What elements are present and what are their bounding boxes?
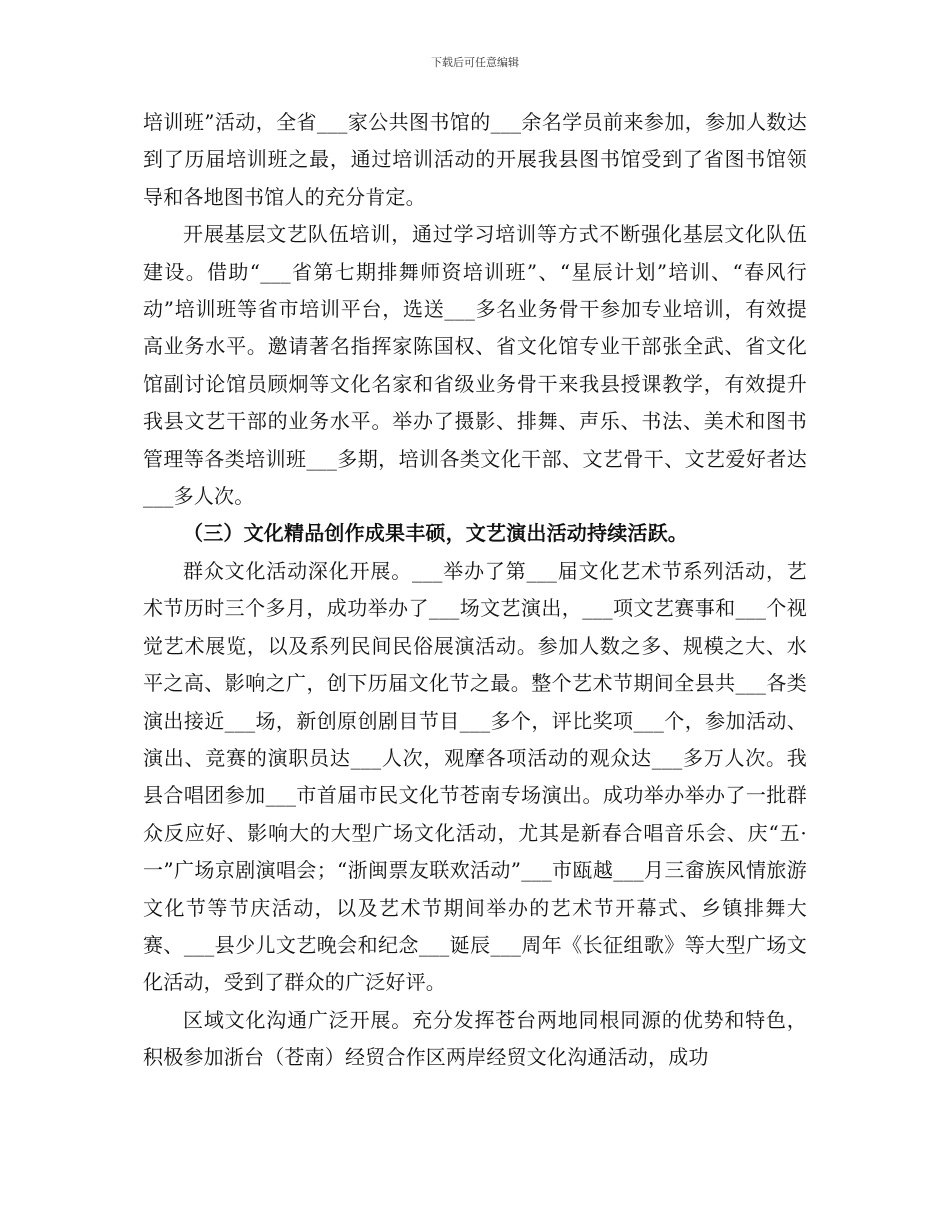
paragraph-mass-culture-activities: 群众文化活动深化开展。___举办了第___届文化艺术节系列活动，艺术节历时三个多月，成功举办了___场文艺演出，___项文艺赛事和___个视觉艺术展览，以及系列民间民俗展演活动。参加人数之多、规模之大、水平之高、影响之广，创下历届文化节之最。整个艺术节期间全县共___各类演出接近___场，新创原创剧目节目___多个，评比奖项___个，参加活动、演出、竞赛的演职员达___人次，观摩各项活动的观众达___多万人次。我县合唱团参加___市首届市民文化节苍南专场演出。成功举办举办了一批群众反应好、影响大的大型广场文化活动，尤其是新春合唱音乐会、庆“五·一”广场京剧演唱会；“浙闽票友联欢活动”___市瓯越___月三畲族风情旅游文化节等节庆活动，以及艺术节期间举办的艺术节开幕式、乡镇排舞大赛、___县少儿文艺晚会和纪念___诞辰___周年《长征组歌》等大型广场文化活动，受到了群众的广泛好评。: [143, 558, 807, 995]
paragraph-regional-exchange: 区域文化沟通广泛开展。充分发挥苍台两地同根同源的优势和特色，积极参加浙台（苍南）经贸合作区两岸经贸文化沟通活动，成功: [143, 1007, 807, 1070]
paragraph-library-training: 培训班”活动，全省___家公共图书馆的___余名学员前来参加，参加人数达到了历届培训班之最，通过培训活动的开展我县图书馆受到了省图书馆领导和各地图书馆人的充分肯定。: [143, 110, 807, 209]
page-header: 下载后可任意编辑: [431, 56, 519, 69]
paragraph-arts-team-training: 开展基层文艺队伍培训，通过学习培训等方式不断强化基层文化队伍建设。借助“___省第七期排舞师资培训班”、“星辰计划”培训、“春风行动”培训班等省市培训平台，选送___多名业务骨干参加专业培训，有效提高业务水平。邀请著名指挥家陈国权、省文化馆专业干部张全武、省文化馆副讨论馆员顾炯等文化名家和省级业务骨干来我县授课教学，有效提升我县文艺干部的业务水平。举办了摄影、排舞、声乐、书法、美术和图书管理等各类培训班___多期，培训各类文化干部、文艺骨干、文艺爱好者达___多人次。: [143, 222, 807, 509]
document-body: [143, 104, 807, 1077]
section-heading: （三）文化精品创作成果丰硕，文艺演出活动持续活跃。: [183, 521, 688, 546]
